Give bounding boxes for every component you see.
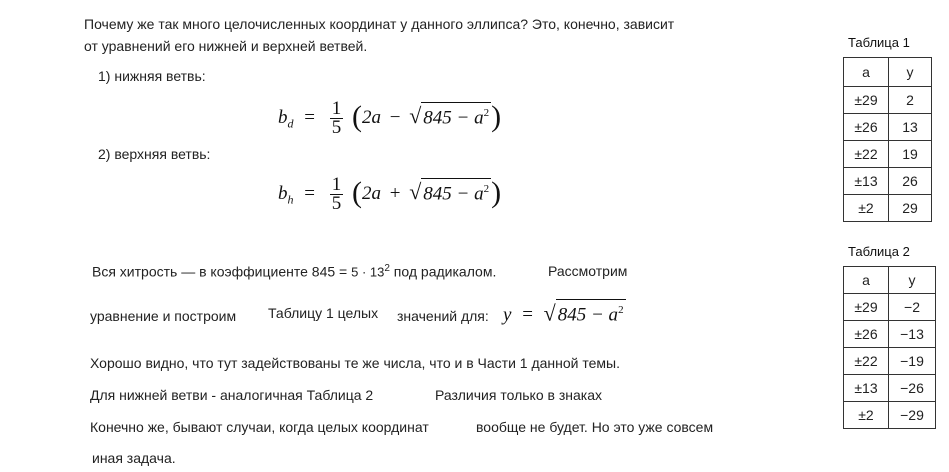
table-row xyxy=(844,168,932,195)
sqrt-icon: √ xyxy=(409,178,422,204)
operator: − xyxy=(389,106,401,128)
upper-branch-formula: $b_h$ = $\frac{1}{5}$ (2a + √ $845 - a^2$) xyxy=(278,174,502,214)
table-row xyxy=(844,114,932,141)
fraction-denominator: 5 xyxy=(331,193,342,214)
equals-sign: = xyxy=(522,304,533,326)
table-row xyxy=(844,321,936,348)
exponent: 2 xyxy=(618,304,624,316)
fraction-numerator: 1 xyxy=(331,174,342,195)
table-cell: 26 xyxy=(889,168,932,195)
table-row xyxy=(844,195,932,222)
table-cell: ±26 xyxy=(844,114,889,141)
inner-term: 2a xyxy=(361,106,381,128)
table-2 xyxy=(843,266,936,429)
y-symbol: y xyxy=(503,304,512,326)
y-formula xyxy=(503,299,626,326)
table-cell: ±26 xyxy=(844,321,889,348)
trick-text-2: под радикалом. xyxy=(389,263,497,280)
table-1-caption: Таблица 1 xyxy=(848,35,910,50)
table-row xyxy=(844,348,936,375)
table-row xyxy=(844,294,936,321)
table-header-cell: a xyxy=(844,267,889,294)
last-line-b: вообще не будет. Но это уже совсем xyxy=(476,419,714,435)
table-row xyxy=(844,402,936,429)
fraction xyxy=(330,176,344,213)
trick-formula: 5 · 13 xyxy=(351,264,385,280)
sqrt-icon: √ xyxy=(543,300,556,326)
table-cell: 13 xyxy=(889,114,932,141)
table-cell: ±29 xyxy=(844,294,889,321)
lhs-symbol: b xyxy=(278,106,288,128)
observation-text: Хорошо видно, что тут задействованы те же числа, что и в Части 1 данной темы. xyxy=(90,355,621,371)
table-cell: ±29 xyxy=(844,87,889,114)
fraction-denominator: 5 xyxy=(331,117,342,138)
table-cell: ±22 xyxy=(844,348,889,375)
table-row xyxy=(844,375,936,402)
equals-sign: = xyxy=(304,182,315,204)
sqrt-icon: √ xyxy=(409,102,422,128)
lower-analog-text: Для нижней ветви - аналогичная Таблица 2 xyxy=(90,387,374,403)
fraction-numerator: 1 xyxy=(331,98,342,119)
inner-term: 2a xyxy=(361,182,381,204)
table-row xyxy=(844,141,932,168)
table-header-cell: y xyxy=(889,267,936,294)
lhs-symbol: b xyxy=(278,182,288,204)
trick-text-3: Рассмотрим xyxy=(548,263,628,279)
table-cell: −2 xyxy=(889,294,936,321)
table-cell: ±13 xyxy=(844,168,889,195)
differences-text: Различия только в знаках xyxy=(435,387,602,403)
lower-branch-formula: $b_d$ = $\frac{1}{5}$ (2a − √ $845 - a^2$) xyxy=(278,98,502,138)
lhs-subscript: d xyxy=(287,116,294,131)
last-line-c: иная задача. xyxy=(92,450,176,466)
table-header-row xyxy=(844,267,936,294)
table-cell: ±13 xyxy=(844,375,889,402)
trick-exponent: 2 xyxy=(384,263,390,274)
table-header-cell: a xyxy=(844,58,889,87)
table-cell: ±2 xyxy=(844,402,889,429)
table-cell: −29 xyxy=(889,402,936,429)
table-row xyxy=(844,87,932,114)
table-cell: −13 xyxy=(889,321,936,348)
table-cell: ±2 xyxy=(844,195,889,222)
radicand: 845 − a xyxy=(557,304,619,326)
trick-line xyxy=(92,263,496,280)
table-cell: −19 xyxy=(889,348,936,375)
table-header-row xyxy=(844,58,932,87)
equals-sign: = xyxy=(304,106,315,128)
exponent: 2 xyxy=(483,182,490,195)
table-cell: 19 xyxy=(889,141,932,168)
operator: + xyxy=(389,182,401,204)
table-2-caption: Таблица 2 xyxy=(848,244,910,259)
upper-branch-label: 2) верхняя ветвь: xyxy=(98,146,211,162)
table-1 xyxy=(843,57,932,222)
trick-text-1: Вся хитрость — в коэффициенте 845 = xyxy=(92,263,352,280)
table-cell: 2 xyxy=(889,87,932,114)
equation-line-a: уравнение и построим xyxy=(90,308,237,324)
fraction xyxy=(330,100,344,137)
table-cell: 29 xyxy=(889,195,932,222)
lower-branch-label: 1) нижняя ветвь: xyxy=(98,68,206,84)
radicand: 845 − a xyxy=(423,182,484,204)
table-cell: ±22 xyxy=(844,141,889,168)
exponent: 2 xyxy=(483,106,490,119)
last-line-a: Конечно же, бывают случаи, когда целых координат xyxy=(90,419,429,435)
radicand: 845 − a xyxy=(423,106,484,128)
table-cell: −26 xyxy=(889,375,936,402)
equation-line-b: Таблицу 1 целых xyxy=(268,305,379,321)
table-header-cell: y xyxy=(889,58,932,87)
intro-line-1: Почему же так много целочисленных координат у данного эллипса? Это, конечно, зависит xyxy=(84,16,675,32)
lhs-subscript: h xyxy=(287,192,294,207)
equation-line-c: значений для: xyxy=(397,308,489,324)
intro-line-2: от уравнений его нижней и верхней ветвей. xyxy=(84,38,368,54)
